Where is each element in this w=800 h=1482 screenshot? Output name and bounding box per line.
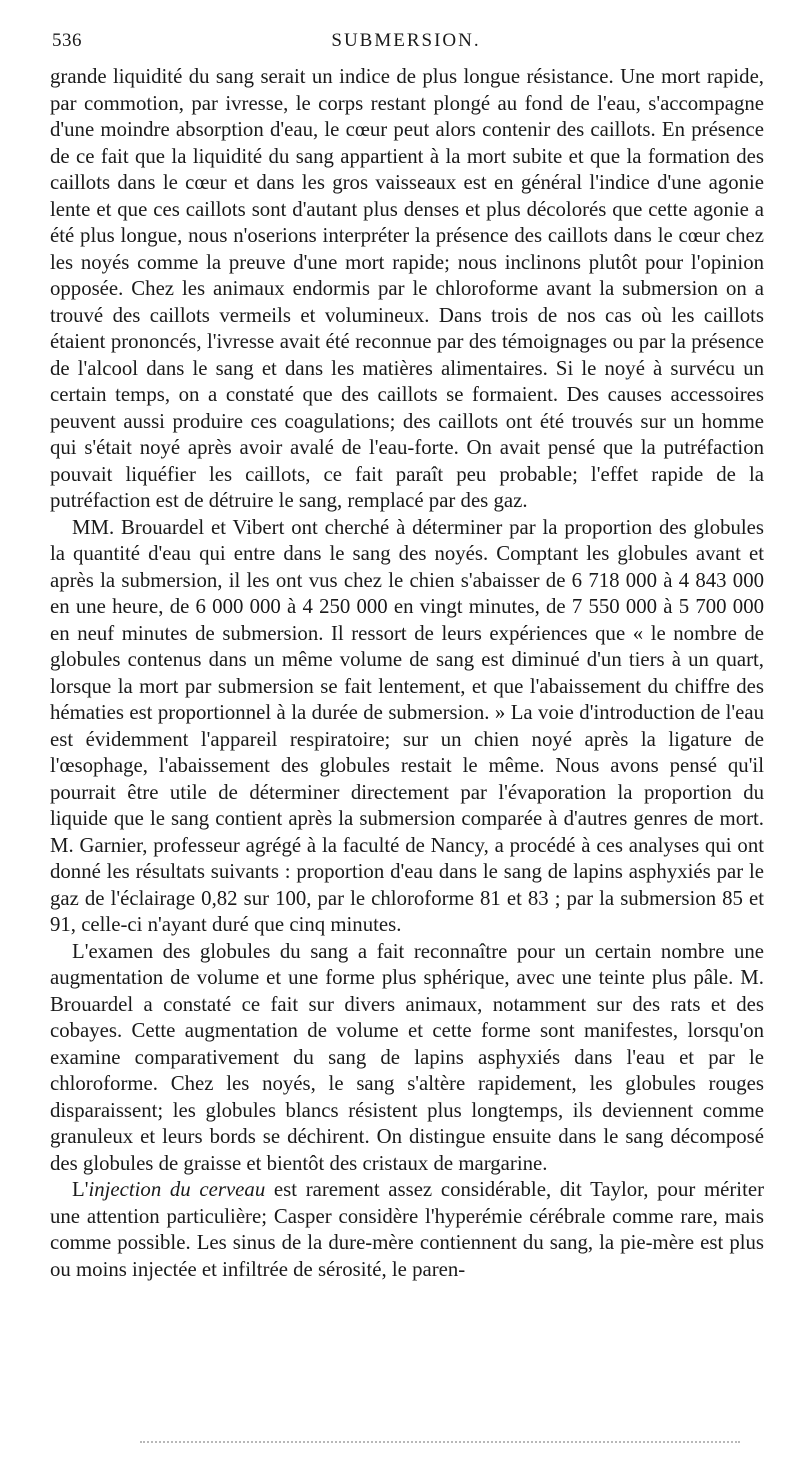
- body-text: [50, 64, 764, 1283]
- paragraph-globules-exam: L'examen des globules du sang a fait reconnaître pour un certain nombre une augmentation de volume et une forme plus sphérique, avec une teinte plus pâle. M. Brouardel a constaté ce fait sur divers animaux, notamment sur des rats et des cobayes. Cette augmentation de volume et cette forme sont manifestes, lorsqu'on examine comparativement du sang de lapins asphyxiés dans l'eau et par le chloroforme. Chez les noyés, le sang s'altère rapidement, les globules rouges disparaissent; les globules blancs résistent plus longtemps, ils deviennent comme granuleux et leurs bords se déchirent. On distingue ensuite dans le sang décomposé des globules de graisse et bientôt des cristaux de margarine.: [50, 939, 764, 1175]
- running-head: [52, 30, 760, 56]
- paragraph-injection-cerveau: [50, 1177, 764, 1283]
- footer-dotted-rule: [140, 1441, 740, 1443]
- paragraph-globules-count: MM. Brouardel et Vibert ont cherché à déterminer par la proportion des globules la quantité d'eau qui entre dans le sang des noyés. Comptant les globules avant et après la submersion, il les ont vus chez le chien s'abaisser de 6 718 000 à 4 843 000 en une heure, de 6 000 000 à 4 250 000 en vingt minutes, de 7 550 000 à 5 700 000 en neuf minutes de submersion. Il ressort de leurs expériences que « le nombre de globules contenus dans un même volume de sang est diminué d'un tiers à un quart, lorsque la mort par submersion se fait lentement, et que l'abaissement du chiffre des hématies est proportionnel à la durée de submersion. » La voie d'introduction de l'eau est évidemment l'appareil respiratoire; sur un chien noyé après la ligature de l'œsophage, l'abaissement des globules restait le même. Nous avons pensé qu'il pourrait être utile de déterminer directement par l'évaporation la proportion du liquide que le sang contient après la submersion comparée à d'autres genres de mort. M. Garnier, professeur agrégé à la faculté de Nancy, a procédé à ces analyses qui ont donné les résultats suivants : proportion d'eau dans le sang de lapins asphyxiés par le gaz de l'éclairage 0,82 sur 100, par le chloroforme 81 et 83 ; par la submersion 85 et 91, celle-ci n'ayant duré que cinq minutes.: [50, 515, 764, 936]
- paragraph-prefix: L': [72, 1178, 89, 1201]
- italic-heading: injection du cerveau: [88, 1178, 266, 1201]
- page-number: 536: [52, 30, 82, 51]
- paragraph-caillots: grande liquidité du sang serait un indice de plus longue résistance. Une mort rapide, par commotion, par ivresse, le corps restant plongé au fond de l'eau, s'accompagne d'une moindre absorption d'eau, le cœur peut alors contenir des caillots. En présence de ce fait que la liquidité du sang appartient à la mort subite et que la formation des caillots dans le cœur et dans les gros vaisseaux est en général l'indice d'une agonie lente et que ces caillots sont d'autant plus denses et plus décolorés que cette agonie a été plus longue, nous n'oserions interpréter la présence des caillots dans le cœur chez les noyés comme la preuve d'une mort rapide; nous inclinons plutôt pour l'opinion opposée. Chez les animaux endormis par le chloroforme avant la submersion on a trouvé des caillots vermeils et volumineux. Dans trois de nos cas où les caillots étaient prononcés, l'ivresse avait été reconnue par des témoignages ou par la présence de l'alcool dans le sang et dans les matières alimentaires. Si le noyé à survécu un certain temps, on a constaté que des caillots se formaient. Des causes accessoires peuvent aussi produire ces coagulations; des caillots ont été trouvés sur un homme qui s'était noyé après avoir avalé de l'eau-forte. On avait pensé que la putréfaction pouvait liquéfier les caillots, ce fait paraît peu probable; l'effet rapide de la putréfaction est de détruire le sang, remplacé par des gaz.: [50, 65, 764, 512]
- paragraph-body: est rarement assez considérable, dit Taylor, pour mériter une attention particulière; Casper considère l'hyperémie cérébrale comme rare, mais comme possible. Les sinus de la dure-mère contiennent du sang, la pie-mère est plus ou moins injectée et infiltrée de sérosité, le paren-: [50, 1178, 764, 1281]
- running-title: SUBMERSION.: [331, 30, 481, 51]
